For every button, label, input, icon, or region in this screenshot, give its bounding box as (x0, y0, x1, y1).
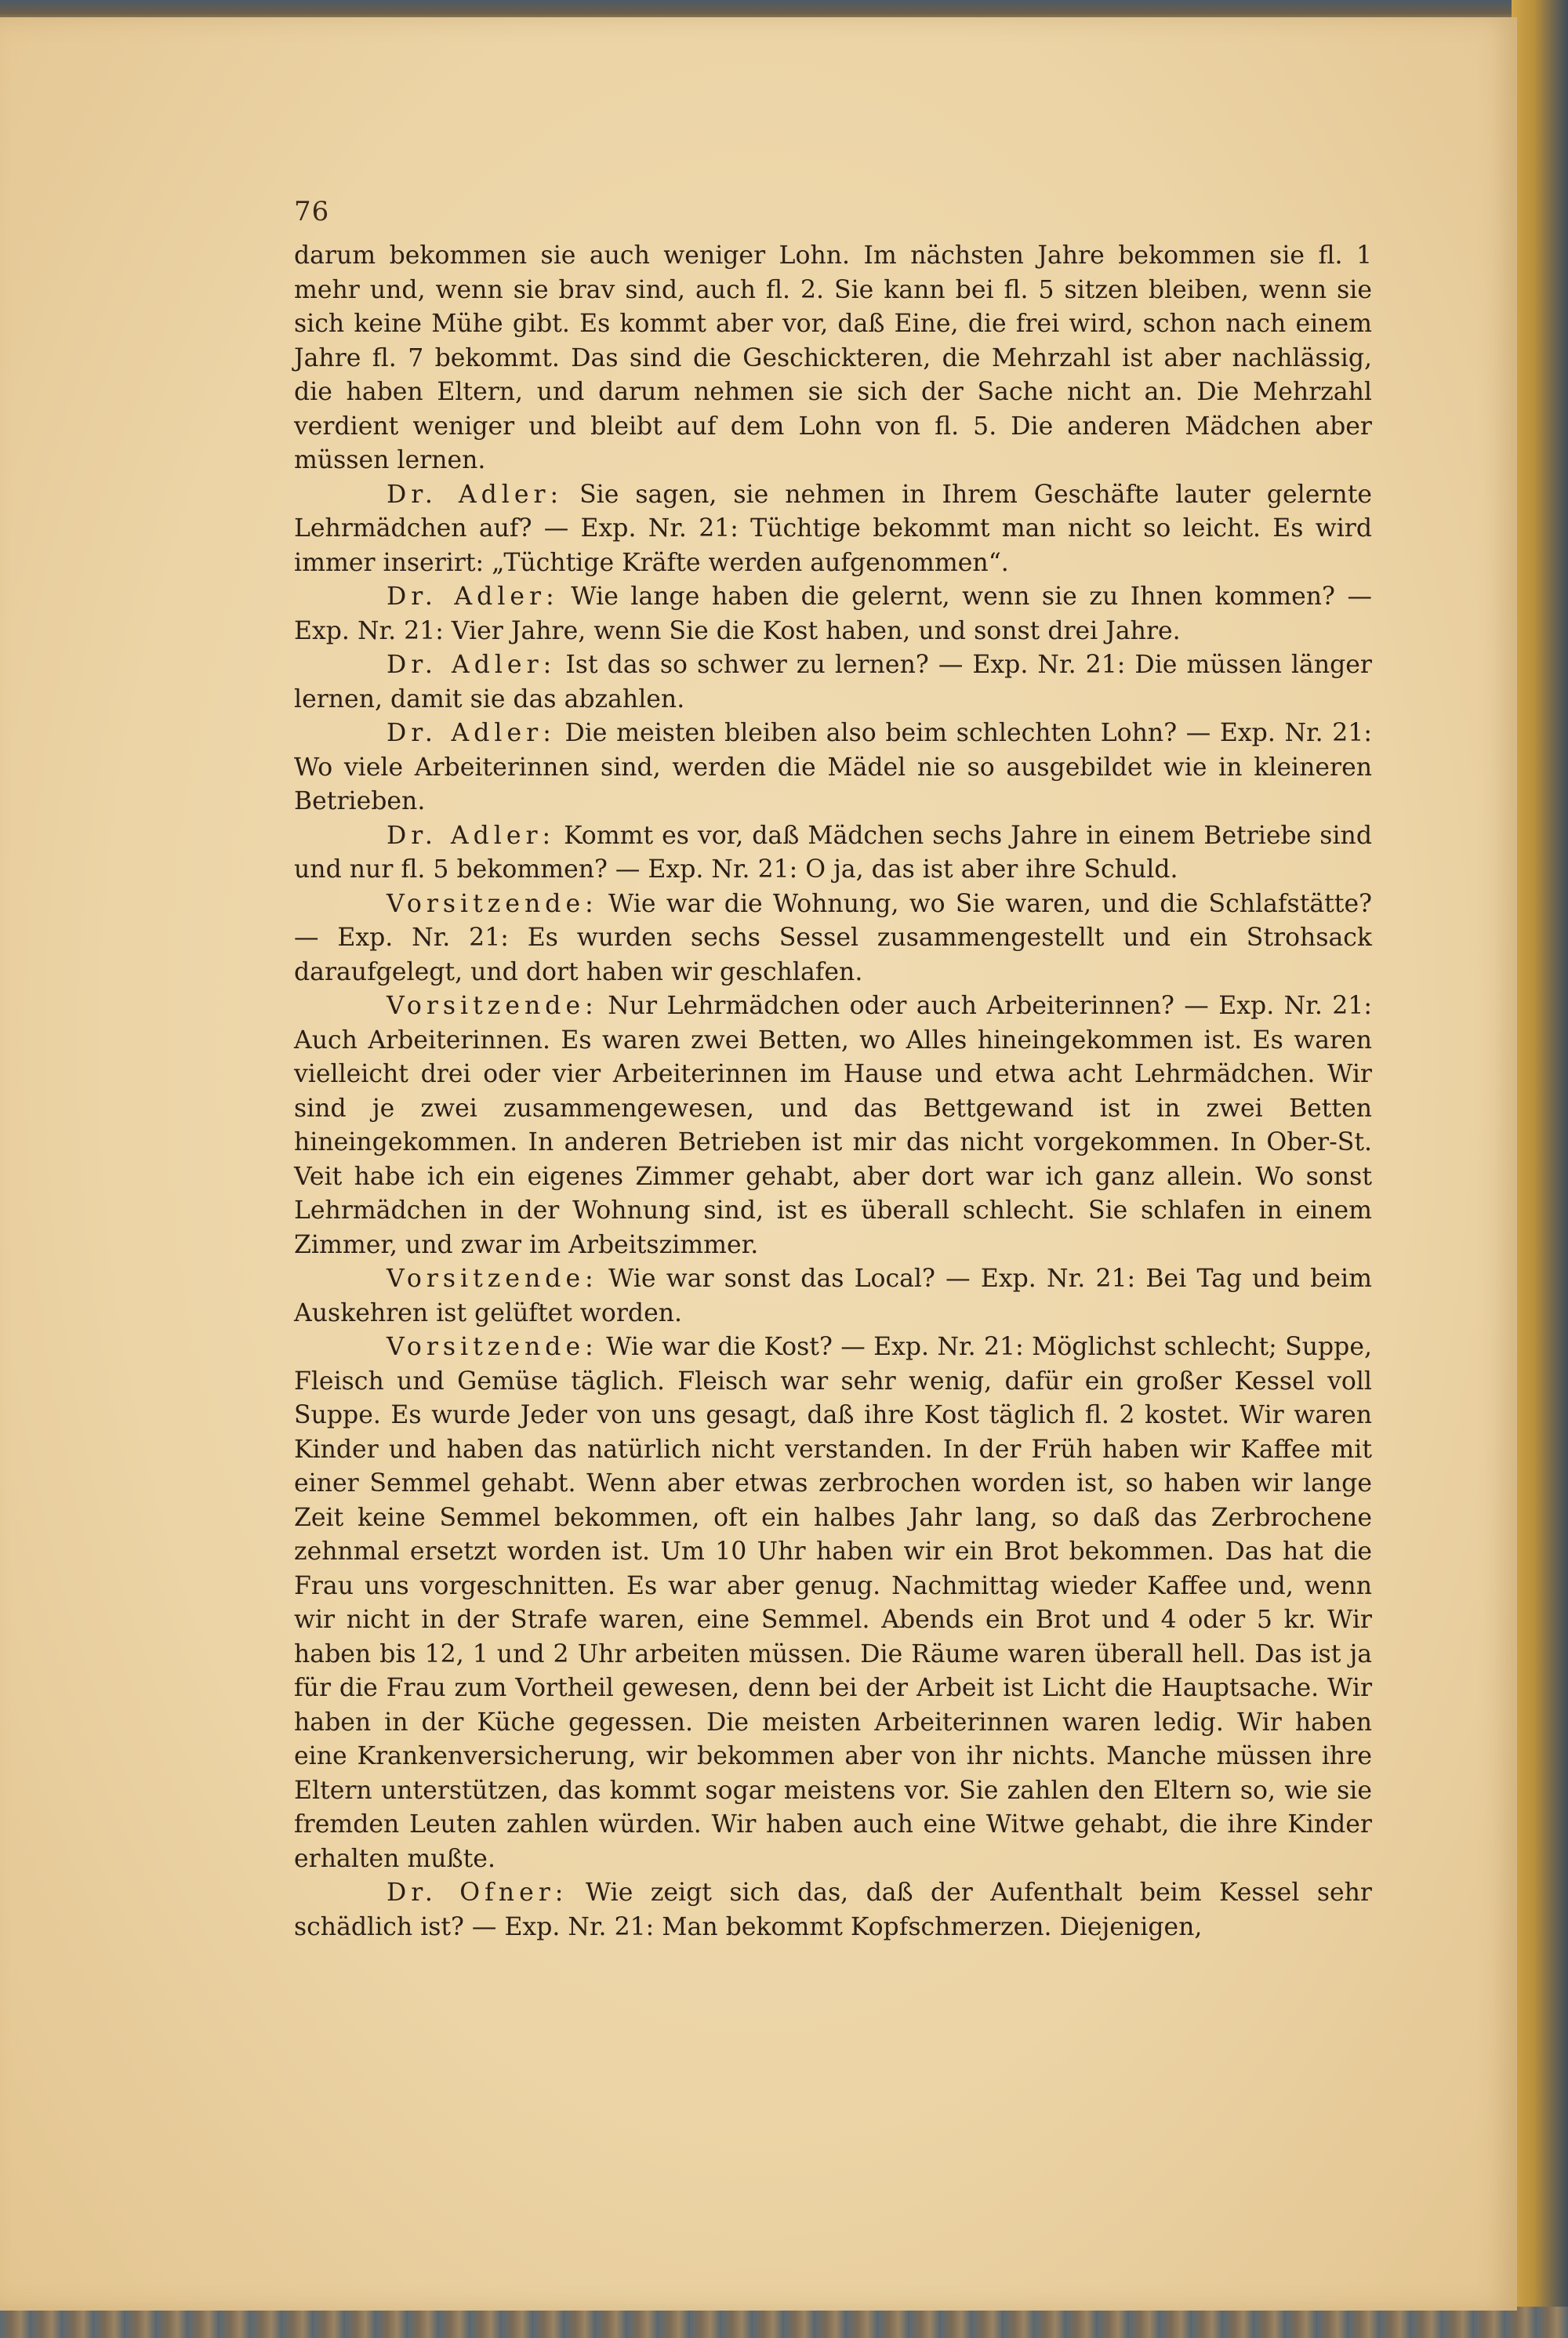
speaker-label: Vorsitzende: (387, 1333, 598, 1361)
book-edge-bottom (0, 2307, 1568, 2338)
speaker-label: Vorsitzende: (387, 889, 598, 918)
body-text (294, 239, 1372, 1944)
paragraph-text: Ist das so schwer zu lernen? — Exp. Nr. 21: Die müssen länger lernen, damit sie das abzahlen. (294, 651, 1372, 713)
book-page (0, 17, 1517, 2311)
paragraph-text: Nur Lehrmädchen oder auch Arbeiterinnen? — Exp. Nr. 21: Auch Arbeiterinnen. Es waren zwei Betten, wo Alles hineingekommen ist. Es waren vielleicht drei oder vier Arbeiterinnen im Hause und etwa acht Lehrmädchen. Wir sind je zwei zusammengewesen, und das Bettgewand ist in zwei Betten hineingekommen. In anderen Betrieben ist mir das nicht vorgekommen. In Ober-St. Veit habe ich ein eigenes Zimmer gehabt, aber dort war ich ganz allein. Wo sonst Lehrmädchen in der Wohnung sind, ist es überall schlecht. Sie schlafen in einem Zimmer, und zwar im Arbeitszimmer. (294, 992, 1372, 1259)
paragraph (294, 819, 1372, 888)
paragraph-text: Wie war die Kost? — Exp. Nr. 21: Möglichst schlecht; Suppe, Fleisch und Gemüse täglich. Fleisch war sehr wenig, dafür ein großer Kessel voll Suppe. Es wurde Jeder von uns gesagt, daß ihre Kost täglich fl. 2 kostet. Wir waren Kinder und haben das natürlich nicht verstanden. In der Früh haben wir Kaffee mit einer Semmel gehabt. Wenn aber etwas zerbrochen worden ist, so haben wir lange Zeit keine Semmel bekommen, oft ein halbes Jahr lang, so daß das Zerbrochene zehnmal ersetzt worden ist. Um 10 Uhr haben wir ein Brot bekommen. Das hat die Frau uns vorgeschnitten. Es war aber genug. Nachmittag wieder Kaffee und, wenn wir nicht in der Strafe waren, eine Semmel. Abends ein Brot und 4 oder 5 kr. Wir haben bis 12, 1 und 2 Uhr arbeiten müssen. Die Räume waren überall hell. Das ist ja für die Frau zum Vortheil gewesen, denn bei der Arbeit ist Licht die Hauptsache. Wir haben in der Küche gegessen. Die meisten Arbeiterinnen waren ledig. Wir haben eine Krankenversicherung, wir bekommen aber von ihr nichts. Manche müssen ihre Eltern unterstützen, das kommt sogar meistens vor. Sie zahlen den Eltern so, wie sie fremden Leuten zahlen würden. Wir haben auch eine Witwe gehabt, die ihre Kinder erhalten mußte. (294, 1333, 1372, 1873)
paragraph-text: Wie zeigt sich das, daß der Aufenthalt beim Kessel sehr schädlich ist? — Exp. Nr. 21: Man bekommt Kopfschmerzen. Diejenigen, (294, 1879, 1372, 1941)
paragraph-text: Wie lange haben die gelernt, wenn sie zu Ihnen kommen? — Exp. Nr. 21: Vier Jahre, wenn Sie die Kost haben, und sonst drei Jahre. (294, 583, 1372, 645)
paragraph (294, 478, 1372, 581)
paragraph-text: Sie sagen, sie nehmen in Ihrem Geschäfte lauter gelernte Lehrmädchen auf? — Exp. Nr. 21: Tüchtige bekommt man nicht so leicht. Es wird immer inserirt: „Tüchtige Kräfte werden aufgenommen“. (294, 480, 1373, 577)
paragraph (294, 580, 1372, 648)
speaker-label: Vorsitzende: (387, 992, 598, 1020)
speaker-label: Dr. Ofner: (387, 1879, 568, 1907)
paragraph-text: Wie war die Wohnung, wo Sie waren, und die Schlafstätte? — Exp. Nr. 21: Es wurden sechs Sessel zusammengestellt und ein Strohsack daraufgelegt, und dort haben wir geschlafen. (294, 889, 1372, 986)
paragraph (294, 717, 1372, 819)
paragraph-text: Kommt es vor, daß Mädchen sechs Jahre in einem Betriebe sind und nur fl. 5 bekommen? — Exp. Nr. 21: O ja, das ist aber ihre Schuld. (294, 821, 1372, 884)
paragraph-text: Die meisten bleiben also beim schlechten Lohn? — Exp. Nr. 21: Wo viele Arbeiterinnen sind, werden die Mädel nie so ausgebildet wie in kleineren Betrieben. (294, 719, 1372, 815)
paragraph (294, 888, 1372, 990)
page-number: 76 (294, 196, 330, 227)
paragraph (294, 989, 1372, 1262)
paragraph (294, 648, 1372, 717)
speaker-label: Dr. Adler: (387, 719, 556, 747)
speaker-label: Dr. Adler: (387, 480, 564, 509)
paragraph (294, 239, 1372, 478)
book-spine-edge (1512, 0, 1568, 2338)
paragraph (294, 1262, 1372, 1331)
speaker-label: Dr. Adler: (387, 821, 556, 850)
paragraph-text: Wie war sonst das Local? — Exp. Nr. 21: Bei Tag und beim Auskehren ist gelüftet worden. (294, 1265, 1372, 1327)
speaker-label: Dr. Adler: (387, 651, 557, 679)
speaker-label: Vorsitzende: (387, 1265, 598, 1293)
paragraph (294, 1331, 1372, 1876)
speaker-label: Dr. Adler: (387, 583, 559, 611)
paragraph (294, 1876, 1372, 1944)
paragraph-text: darum bekommen sie auch weniger Lohn. Im nächsten Jahre bekommen sie fl. 1 mehr und, wenn sie brav sind, auch fl. 2. Sie kann bei fl. 5 sitzen bleiben, wenn sie sich keine Mühe gibt. Es kommt aber vor, daß Eine, die frei wird, schon nach einem Jahre fl. 7 bekommt. Das sind die Geschickteren, die Mehrzahl ist aber nachlässig, die haben Eltern, und darum nehmen sie sich der Sache nicht an. Die Mehrzahl verdient weniger und bleibt auf dem Lohn von fl. 5. Die anderen Mädchen aber müssen lernen. (294, 241, 1372, 474)
